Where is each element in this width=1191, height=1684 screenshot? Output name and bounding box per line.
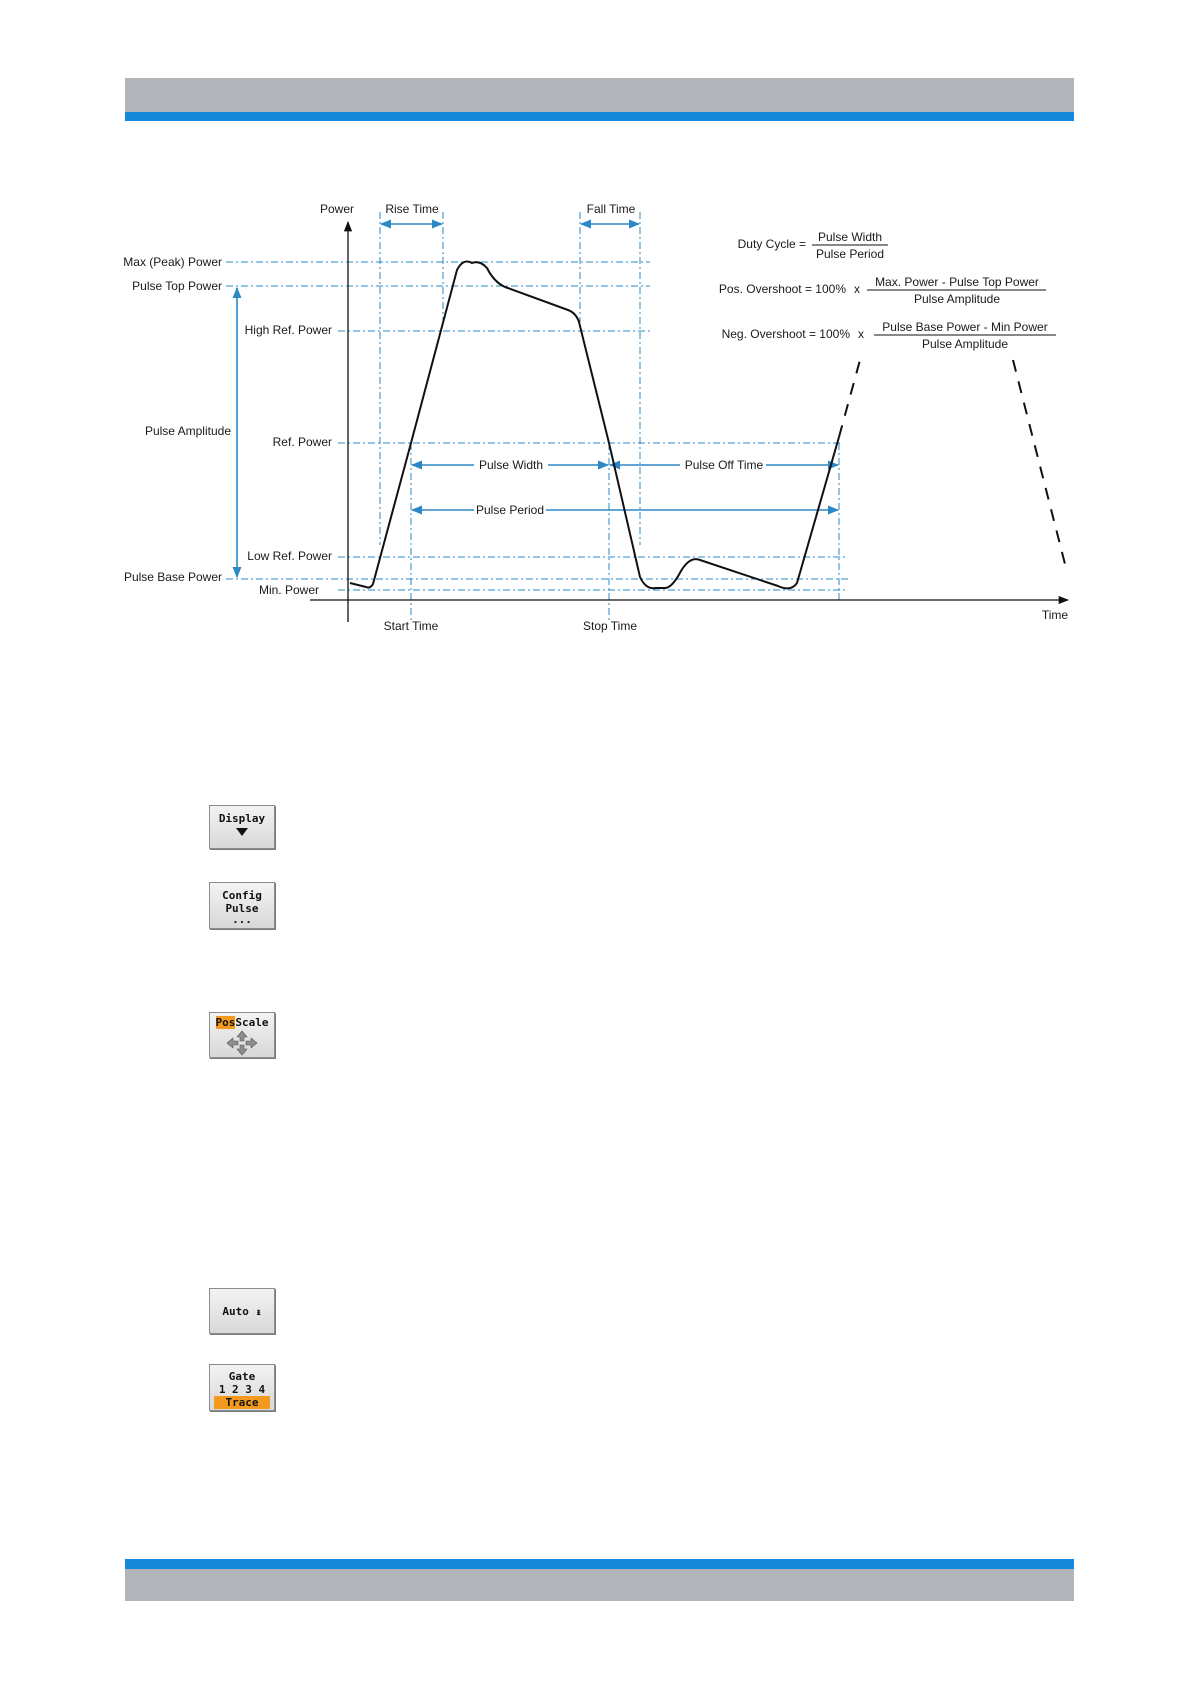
time-axis-label: Time	[1041, 608, 1069, 622]
power-axis-label: Power	[319, 202, 354, 216]
max-peak-power-label: Max (Peak) Power	[123, 255, 222, 269]
pulse-parameters-diagram	[0, 0, 1191, 700]
min-power-label: Min. Power	[258, 583, 319, 597]
display-button[interactable]	[209, 805, 275, 849]
posscale-label	[210, 1016, 274, 1029]
posscale-button[interactable]	[209, 1012, 275, 1058]
neg-overshoot-numerator: Pulse Base Power - Min Power	[882, 320, 1048, 334]
config-pulse-line1: Config	[222, 889, 262, 902]
ref-power-label: Ref. Power	[272, 435, 332, 449]
fall-time-label: Fall Time	[586, 202, 636, 216]
neg-overshoot-op: x	[858, 327, 864, 341]
config-pulse-button[interactable]	[209, 882, 275, 929]
auto-button-label	[210, 1305, 274, 1319]
dropdown-triangle-icon	[236, 828, 248, 836]
config-pulse-line3: ...	[232, 913, 252, 926]
posscale-label-rest: Scale	[235, 1016, 269, 1029]
pulse-waveform	[350, 262, 839, 589]
auto-label-text: Auto	[222, 1305, 249, 1318]
footer-gray-band	[125, 1569, 1074, 1601]
next-pulse-dashed-trace	[839, 360, 1066, 568]
low-ref-power-label: Low Ref. Power	[247, 549, 332, 563]
pulse-off-time-label: Pulse Off Time	[684, 458, 764, 472]
pos-overshoot-numerator: Max. Power - Pulse Top Power	[875, 275, 1039, 289]
start-time-label: Start Time	[383, 619, 439, 633]
pulse-width-label: Pulse Width	[478, 458, 544, 472]
duty-cycle-numerator: Pulse Width	[817, 230, 883, 244]
pulse-base-power-label: Pulse Base Power	[123, 570, 222, 584]
pulse-amplitude-label: Pulse Amplitude	[144, 424, 231, 438]
display-button-label: Display	[218, 812, 266, 825]
auto-button[interactable]	[209, 1288, 275, 1334]
gate-label: Gate	[228, 1370, 256, 1383]
gate-trace-button[interactable]	[209, 1364, 275, 1411]
posscale-highlight: Pos	[215, 1016, 236, 1029]
pos-overshoot-lhs: Pos. Overshoot = 100%	[718, 282, 846, 296]
high-ref-power-label: High Ref. Power	[244, 323, 332, 337]
neg-overshoot-denominator: Pulse Amplitude	[921, 337, 1009, 351]
pulse-top-power-label: Pulse Top Power	[132, 279, 222, 293]
move-arrows-icon	[225, 1030, 259, 1056]
config-pulse-line2: Pulse	[225, 902, 259, 915]
pulse-period-label: Pulse Period	[475, 503, 545, 517]
duty-cycle-denominator: Pulse Period	[815, 247, 885, 261]
pos-overshoot-op: x	[854, 282, 860, 296]
footer-blue-rule	[125, 1559, 1074, 1569]
pos-overshoot-denominator: Pulse Amplitude	[913, 292, 1001, 306]
gate-numbers: 1 2 3 4	[218, 1383, 266, 1396]
autoscale-icon: ↨	[255, 1307, 262, 1318]
stop-time-label: Stop Time	[582, 619, 638, 633]
rise-time-label: Rise Time	[385, 202, 439, 216]
duty-cycle-lhs: Duty Cycle =	[737, 237, 806, 251]
trace-highlight: Trace	[214, 1396, 270, 1409]
neg-overshoot-lhs: Neg. Overshoot = 100%	[721, 327, 850, 341]
